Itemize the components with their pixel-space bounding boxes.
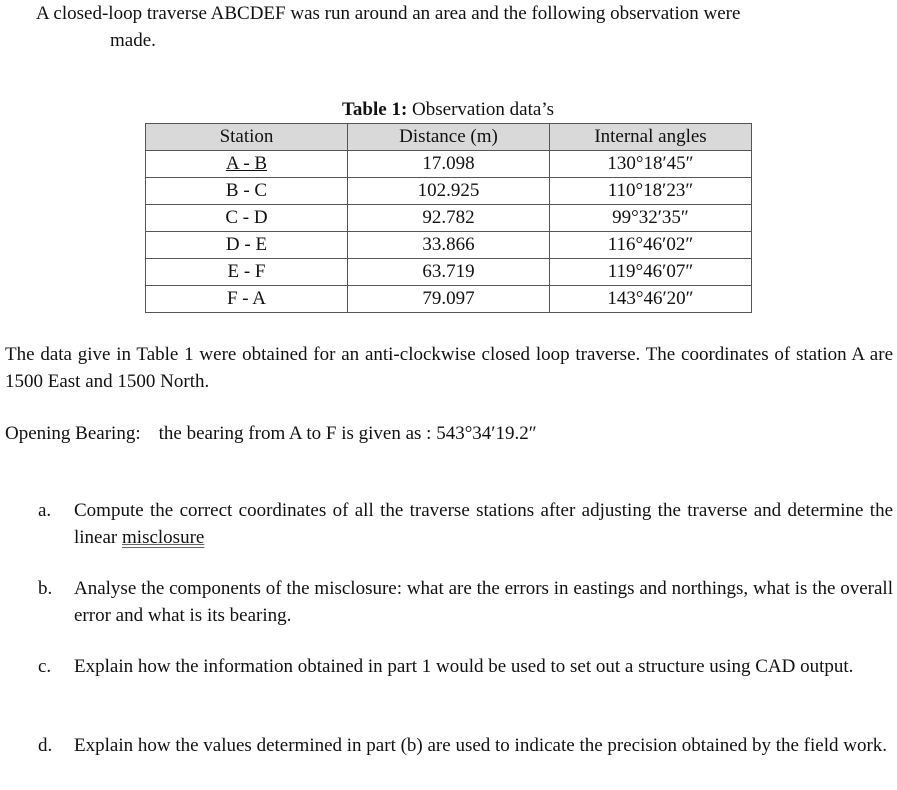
table-caption-text: Observation data’s [407,99,554,120]
question-letter: b. [38,578,53,599]
distance-cell: 102.925 [348,178,550,205]
station-cell: A - B [146,151,348,178]
intro-line-1: A closed-loop traverse ABCDEF was run around an area and the following observation were [36,3,741,24]
question-text: Compute the correct coordinates of all the traverse stations after adjusting the traverse and determine the linear misclosure [74,500,893,548]
table-header-row [146,124,752,151]
angle-cell: 116°46′02″ [550,232,752,259]
header-station: Station [146,124,348,151]
question-letter: d. [38,735,53,756]
table-row [146,205,752,232]
distance-cell: 17.098 [348,151,550,178]
question-text: Analyse the components of the misclosure: what are the errors in eastings and northings, what is the overall error and what is its bearing. [74,578,893,626]
header-internal-angles: Internal angles [550,124,752,151]
distance-cell: 79.097 [348,286,550,313]
distance-cell: 92.782 [348,205,550,232]
intro-line-2: made. [110,30,156,51]
header-distance: Distance (m) [348,124,550,151]
intro-paragraph [36,0,892,54]
station-cell: E - F [146,259,348,286]
table-caption-label: Table 1: [342,99,408,120]
angle-cell: 130°18′45″ [550,151,752,178]
observation-table [145,123,752,313]
question-text: Explain how the values determined in part (b) are used to indicate the precision obtained by the field work. [74,735,888,756]
question-text: Explain how the information obtained in part 1 would be used to set out a structure using CAD output. [74,656,854,677]
angle-cell: 119°46′07″ [550,259,752,286]
table-row [146,178,752,205]
misclosure-term: misclosure [122,527,205,548]
question-letter: c. [38,656,52,677]
opening-bearing [5,420,893,447]
angle-cell: 110°18′23″ [550,178,752,205]
opening-bearing-text: the bearing from A to F is given as : 543°34′19.2″ [158,423,537,444]
table-caption [145,96,751,123]
station-cell: B - C [146,178,348,205]
station-cell: D - E [146,232,348,259]
table-row [146,286,752,313]
table-row [146,259,752,286]
distance-cell: 63.719 [348,259,550,286]
station-cell: F - A [146,286,348,313]
opening-bearing-label: Opening Bearing: [5,423,141,444]
table-row [146,232,752,259]
station-cell: C - D [146,205,348,232]
distance-cell: 33.866 [348,232,550,259]
angle-cell: 143°46′20″ [550,286,752,313]
table-row [146,151,752,178]
question-letter: a. [38,500,52,521]
traverse-description: The data give in Table 1 were obtained for an anti-clockwise closed loop traverse. The coordinates of station A are 1500 East and 1500 North. [5,344,893,392]
angle-cell: 99°32′35″ [550,205,752,232]
